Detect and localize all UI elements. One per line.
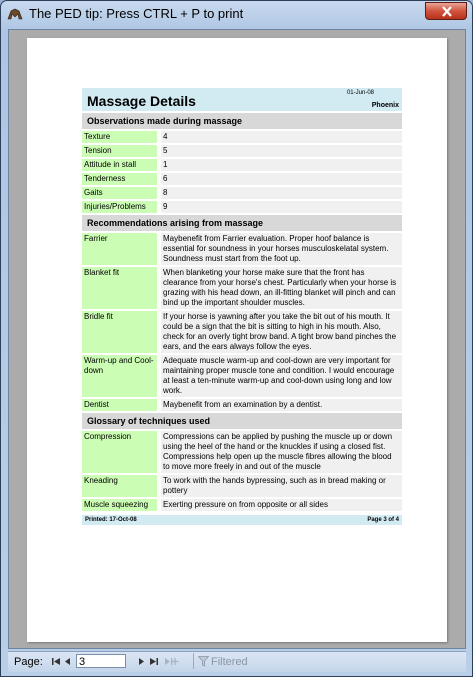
row-label: Farrier [82, 233, 157, 265]
section-heading: Observations made during massage [82, 113, 402, 129]
report-row [82, 431, 402, 473]
report-row [82, 201, 402, 213]
report-row [82, 311, 402, 353]
report-row [82, 355, 402, 397]
row-value: 9 [161, 201, 402, 213]
report-row [82, 173, 402, 185]
next-page-icon[interactable] [135, 655, 147, 668]
row-label: Blanket fit [82, 267, 157, 309]
report-row [82, 475, 402, 497]
row-label: Warm-up and Cool-down [82, 355, 157, 397]
row-value: When blanketing your horse make sure that the front has clearance from your horse's chest. Particularly when your horse is grazing with his head down, an ill-fitting blanket will pinch and can bind up the important shoulder muscles. [161, 267, 402, 309]
row-label: Tension [82, 145, 157, 157]
row-value: Exerting pressure on from opposite or all sides [161, 499, 402, 511]
close-button[interactable] [425, 2, 467, 20]
section-heading: Glossary of techniques used [82, 413, 402, 429]
row-value: If your horse is yawning after you take the bit out of his mouth. It could be a sign that the bit is sitting to high in his mouth. Also, check for an overly tight brow band. A tight brow band pinches the ears, and the ears always follow the eyes. [161, 311, 402, 353]
page-label: Page: [14, 656, 43, 668]
filter-toggle[interactable] [193, 653, 262, 669]
app-icon [7, 7, 23, 21]
filter-icon [198, 656, 209, 667]
row-value: 6 [161, 173, 402, 185]
report [82, 88, 402, 525]
new-record-icon[interactable] [163, 655, 179, 668]
row-label: Injuries/Problems [82, 201, 157, 213]
section-heading: Recommendations arising from massage [82, 215, 402, 231]
report-date: 01-Jun-08 [346, 90, 374, 96]
row-label: Kneading [82, 475, 157, 497]
row-value: 8 [161, 187, 402, 199]
printed-date: Printed: 17-Oct-08 [85, 517, 137, 523]
row-value: Compressions can be applied by pushing the muscle up or down using the heel of the hand or the knuckles if using a closed fist. Compressions help open up the muscle fibres allowing the blood to move more freely in and out of the muscle [161, 431, 402, 473]
row-label: Texture [82, 131, 157, 143]
print-preview-area[interactable] [8, 29, 466, 649]
row-label: Gaits [82, 187, 157, 199]
title-bar[interactable] [1, 1, 472, 29]
close-icon [441, 6, 453, 17]
window-title: The PED tip: Press CTRL + P to print [29, 6, 244, 21]
report-row [82, 159, 402, 171]
report-page [27, 38, 447, 642]
row-label: Attitude in stall [82, 159, 157, 171]
report-footer [82, 515, 402, 525]
row-value: Maybenefit from an examination by a dentist. [161, 399, 402, 411]
first-page-icon[interactable] [50, 655, 62, 668]
report-row [82, 399, 402, 411]
record-navigation-bar [8, 651, 466, 672]
row-value: 4 [161, 131, 402, 143]
row-value: Maybenefit from Farrier evaluation. Proper hoof balance is essential for soundness in your horses musculoskelatal system. Soundness must start from the foot up. [161, 233, 402, 265]
report-sections [82, 113, 402, 511]
report-row [82, 187, 402, 199]
report-title: Massage Details [87, 93, 196, 109]
row-value: 5 [161, 145, 402, 157]
page-number-input[interactable]: 3 [76, 654, 126, 668]
filter-label: Filtered [211, 656, 248, 668]
previous-page-icon[interactable] [62, 655, 74, 668]
report-row [82, 145, 402, 157]
report-location: Phoenix [371, 102, 399, 109]
row-label: Muscle squeezing [82, 499, 157, 511]
row-value: Adequate muscle warm-up and cool-down are very important for maintaining proper muscle tone and condition. I would encourage at least a ten-minute warm-up and cool-down using long and low work. [161, 355, 402, 397]
row-value: 1 [161, 159, 402, 171]
report-row [82, 267, 402, 309]
report-row [82, 233, 402, 265]
row-value: To work with the hands bypressing, such as in bread making or pottery [161, 475, 402, 497]
row-label: Dentist [82, 399, 157, 411]
report-row [82, 131, 402, 143]
last-page-icon[interactable] [148, 655, 160, 668]
report-header [82, 88, 402, 111]
row-label: Compression [82, 431, 157, 473]
page-indicator: Page 3 of 4 [367, 517, 399, 523]
report-row [82, 499, 402, 511]
row-label: Bridle fit [82, 311, 157, 353]
row-label: Tenderness [82, 173, 157, 185]
